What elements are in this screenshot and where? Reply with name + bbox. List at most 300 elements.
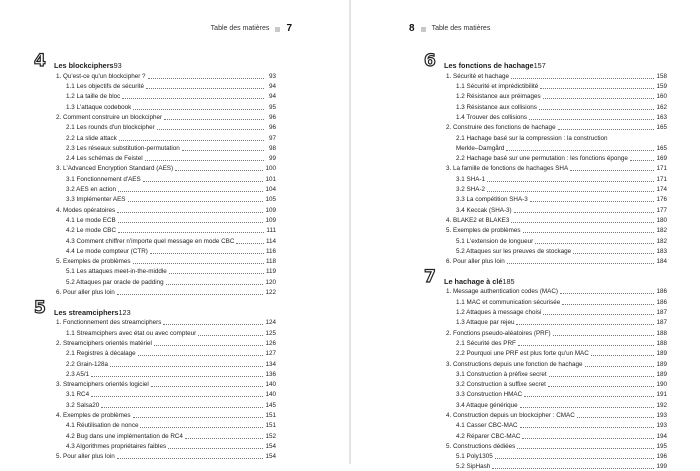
dot-leader [548, 386, 655, 387]
page-number: 160 [656, 93, 667, 101]
entry-title: 2.1 Registres à décalage [66, 350, 136, 358]
entry-title: 5.2 SipHash [456, 463, 491, 471]
dot-leader [523, 232, 655, 233]
toc-entry[interactable] [424, 368, 667, 378]
page-number: 183 [656, 247, 667, 255]
dot-leader [570, 170, 654, 171]
toc-entry[interactable] [424, 420, 667, 430]
toc-entry[interactable] [424, 183, 667, 193]
dot-leader [148, 78, 264, 79]
dot-leader [511, 222, 654, 223]
entry-title: 1. Qu'est-ce qu'un blockcipher ? [56, 72, 146, 80]
chapter-heading[interactable] [424, 52, 667, 70]
page-number: 140 [265, 391, 276, 399]
chapter-title: Les streamciphers [54, 307, 119, 317]
dot-leader [164, 119, 264, 120]
entry-title: 1.1 Streamciphers avec état ou avec compteur [66, 329, 197, 337]
dot-leader [133, 263, 264, 264]
toc-entry[interactable] [34, 91, 276, 101]
toc-entry[interactable] [424, 142, 667, 152]
page-number: 123 [118, 307, 131, 317]
dot-leader [117, 458, 264, 459]
dot-leader [520, 407, 655, 408]
page-number: 127 [265, 350, 276, 358]
chapter-heading[interactable] [424, 268, 667, 286]
entry-title: 3. La famille de fonctions de hachages SHA [446, 165, 569, 173]
toc-entry[interactable] [424, 399, 667, 409]
entry-title: 6. Pour aller plus loin [56, 289, 115, 297]
dot-leader [520, 427, 655, 428]
dot-leader [522, 438, 654, 439]
dot-leader [118, 232, 264, 233]
page-number: 171 [656, 165, 667, 173]
entry-title: 4.2 Le mode CBC [66, 227, 117, 235]
chapter-number: 7 [424, 266, 436, 287]
entry-title: 4. Construction depuis un blockcipher : CMAC [446, 412, 575, 419]
dot-leader [133, 109, 264, 110]
page-number: 163 [656, 113, 667, 121]
page-number: 111 [266, 227, 276, 235]
entry-title: 3.2 SHA-2 [456, 186, 486, 194]
entry-title: 3.2 Construction à suffixe secret [456, 381, 546, 389]
running-head-right [409, 24, 490, 34]
entry-title: 2.1 Hachage basé sur la compression : la construction [456, 134, 608, 142]
dot-leader [133, 417, 264, 418]
entry-title: 5. Pour aller plus loin [56, 453, 115, 461]
dot-leader [151, 386, 264, 387]
toc-entry[interactable] [424, 450, 667, 460]
entry-title: 3.1 RC4 [66, 391, 90, 399]
entry-title: 2.2 Pourquoi une PRF est plus forte qu'un MAC [456, 350, 589, 358]
toc-entry[interactable] [34, 327, 276, 337]
page-number: 154 [265, 453, 276, 461]
entry-title: 1. Message authentication codes (MAC) [446, 288, 559, 296]
toc-entry[interactable] [34, 214, 276, 224]
entry-title: 4. BLAKE2 et BLAKE3 [446, 216, 510, 224]
entry-title: 5.2 Attaques par oracle de padding [66, 278, 164, 286]
page-number: 104 [265, 186, 276, 194]
toc-entry[interactable] [34, 183, 276, 193]
page-number: 187 [656, 319, 667, 327]
toc-entry[interactable] [34, 409, 276, 419]
entry-title: 3.3 La compétition SHA-3 [456, 196, 528, 204]
toc-entry[interactable] [34, 194, 276, 204]
page-number: 125 [265, 329, 276, 337]
page-number: 176 [656, 196, 667, 204]
chapter-title: Le hachage à clé [444, 276, 503, 286]
running-head-left [211, 24, 292, 34]
toc-entry[interactable] [34, 378, 276, 388]
toc-entry[interactable] [424, 286, 667, 296]
dot-leader [518, 345, 655, 346]
dot-leader [549, 376, 655, 377]
entry-title: 2. Fonctions pseudo-aléatoires (PRF) [446, 329, 551, 337]
toc-entry[interactable] [424, 101, 667, 111]
page-number: 94 [268, 93, 276, 101]
page-number: 189 [656, 360, 667, 368]
page-number: 184 [656, 258, 667, 266]
toc-entry[interactable] [34, 430, 276, 440]
chapter-title: Les fonctions de hachage [444, 61, 534, 70]
entry-title: 3.4 Attaque générique [456, 401, 518, 409]
entry-title: 2.2 La slide attack [66, 134, 117, 142]
toc-entry[interactable] [34, 358, 276, 368]
entry-title: 4.2 Réparer CBC-MAC [456, 432, 521, 440]
page-number: 199 [656, 463, 667, 471]
page-number: 192 [656, 401, 667, 409]
dot-leader [630, 160, 655, 161]
page-number: 93 [268, 72, 276, 80]
toc-entry[interactable] [34, 420, 276, 430]
entry-title: 5. Exemples de problèmes [56, 258, 131, 266]
page-number: 151 [265, 422, 276, 430]
page-number: 159 [656, 83, 667, 91]
toc-entry[interactable] [424, 91, 667, 101]
book-gutter [349, 0, 351, 464]
page-number: 126 [265, 339, 276, 347]
entry-title: 6. Pour aller plus loin [446, 258, 505, 266]
dot-leader [166, 284, 264, 285]
dot-leader [487, 191, 654, 192]
dot-leader [110, 366, 263, 367]
entry-title: 4.1 Réutilisation de nonce [66, 422, 139, 430]
dot-leader [154, 345, 264, 346]
dot-leader [118, 222, 264, 223]
entry-title: 4.3 Comment chiffrer n'importe quel message en mode CBC [66, 237, 235, 245]
dot-leader [492, 468, 654, 469]
page-number: 182 [656, 237, 667, 245]
dot-leader [539, 109, 655, 110]
page-number: 193 [656, 422, 667, 430]
dot-leader [143, 181, 264, 182]
toc-entry[interactable] [424, 440, 667, 450]
entry-title: 4.4 Le mode compteur (CTR) [66, 247, 148, 255]
dot-leader [150, 253, 264, 254]
dot-leader [507, 263, 655, 264]
toc-entry[interactable] [424, 235, 667, 245]
page-number: 114 [265, 237, 276, 245]
toc-entry[interactable] [424, 194, 667, 204]
toc-entry[interactable] [424, 80, 667, 90]
dot-leader [535, 243, 654, 244]
toc-entry[interactable] [34, 204, 276, 214]
toc-entry[interactable] [424, 378, 667, 388]
entry-title: 4. Exemples de problèmes [56, 412, 131, 419]
entry-title: 1.2 Résistance aux préimages [456, 93, 541, 101]
entry-title: 5.1 L'extension de longueur [456, 237, 534, 245]
dot-leader [530, 201, 655, 202]
chapter-title: Les blockciphers [54, 61, 114, 70]
toc-entry[interactable] [424, 111, 667, 121]
dot-leader [560, 293, 654, 294]
dot-leader [516, 324, 654, 325]
entry-title: 3. L'Advanced Encryption Standard (AES) [56, 165, 174, 173]
page-number: 196 [656, 453, 667, 461]
entry-title: 3.1 Fonctionnement d'AES [66, 175, 141, 183]
page-number: 119 [265, 268, 276, 276]
page-number: 165 [656, 144, 667, 152]
toc-entry[interactable] [34, 317, 276, 327]
page-number: 145 [265, 401, 276, 409]
toc-entry[interactable] [424, 163, 667, 173]
toc-entry[interactable] [34, 450, 276, 460]
page-number: 187 [656, 309, 667, 317]
page-number: 177 [656, 206, 667, 214]
toc-entry[interactable] [34, 266, 276, 276]
page-number: 109 [265, 216, 276, 224]
dot-leader [577, 417, 655, 418]
chapter-heading[interactable] [34, 52, 276, 70]
toc-entry[interactable] [34, 389, 276, 399]
dot-leader [182, 150, 264, 151]
page-number: 95 [268, 103, 276, 111]
toc-entry[interactable] [424, 255, 667, 265]
dot-leader [157, 129, 264, 130]
page-number: 188 [656, 329, 667, 337]
entry-title: 5. Exemples de problèmes [446, 227, 521, 235]
page-number: 7 [286, 23, 292, 34]
dot-leader [101, 407, 263, 408]
page-number: 116 [265, 247, 276, 255]
entry-title: 2.2 Hachage basé sur une permutation : les fonctions éponge [456, 155, 628, 163]
toc-entry[interactable] [34, 368, 276, 378]
toc-entry[interactable] [34, 286, 276, 296]
page-number: 174 [656, 186, 667, 194]
page-number: 158 [656, 72, 667, 80]
page-number: 190 [656, 381, 667, 389]
entry-title: 4.1 Le mode ECB [66, 216, 116, 224]
entry-title: Merkle–Damgård [456, 144, 505, 152]
page-number: 162 [656, 103, 667, 111]
page-number: 109 [265, 206, 276, 214]
page-number: 122 [265, 289, 276, 297]
chapter-number: 5 [34, 297, 46, 318]
toc-entry[interactable] [34, 142, 276, 152]
page-number: 98 [268, 144, 276, 152]
page-number: 186 [656, 298, 667, 306]
entry-title: 1.3 L'attaque codebook [66, 103, 132, 111]
toc-entry[interactable] [424, 245, 667, 255]
toc-entry[interactable] [34, 245, 276, 255]
entry-title: 4.3 Algorithmes propriétaires faibles [66, 442, 167, 450]
toc-entry[interactable] [34, 173, 276, 183]
toc-right-page [424, 50, 667, 471]
page-number: 193 [656, 412, 667, 419]
entry-title: 4.2 Bug dans une implémentation de RC4 [66, 432, 183, 440]
dot-leader [591, 355, 655, 356]
toc-entry[interactable] [424, 214, 667, 224]
chapter-number: 4 [34, 51, 46, 71]
toc-entry[interactable] [34, 101, 276, 111]
page-number: 165 [656, 124, 667, 132]
toc-entry[interactable] [34, 337, 276, 347]
page-number: 189 [656, 350, 667, 358]
page-number: 134 [265, 360, 276, 368]
entry-title: 2.1 Les rounds d'un blockcipher [66, 124, 155, 132]
dot-leader [146, 88, 264, 89]
entry-title: 3.3 Implémenter AES [66, 196, 126, 204]
page-number: 136 [265, 370, 276, 378]
toc-entry[interactable] [34, 80, 276, 90]
toc-entry[interactable] [34, 440, 276, 450]
entry-title: 2. Comment construire un blockcipher [56, 113, 163, 121]
entry-title: 5.2 Attaques sur les preuves de stockage [456, 247, 572, 255]
page-number: 191 [656, 391, 667, 399]
toc-entry[interactable] [424, 296, 667, 306]
toc-entry[interactable] [424, 327, 667, 337]
entry-title: 2.2 Grain-128a [66, 360, 109, 368]
page-number: 105 [265, 196, 276, 204]
dot-leader [175, 170, 263, 171]
dot-leader [495, 458, 655, 459]
entry-title: 2.1 Sécurité des PRF [456, 339, 516, 347]
toc-entry[interactable] [34, 163, 276, 173]
dot-leader [122, 98, 264, 99]
toc-entry[interactable] [424, 173, 667, 183]
dot-leader [543, 98, 655, 99]
toc-entry[interactable] [34, 70, 276, 80]
dot-leader [236, 243, 264, 244]
page-number: 94 [268, 83, 276, 91]
page-number: 120 [265, 278, 276, 286]
page-number: 151 [265, 412, 276, 419]
page-number: 96 [268, 124, 276, 132]
toc-entry[interactable] [424, 204, 667, 214]
entry-title: 4.1 Casser CBC-MAC [456, 422, 518, 430]
entry-title: 1. Fonctionnement des streamciphers [56, 319, 162, 327]
entry-title: 3. Constructions depuis une fonction de hachage [446, 360, 583, 368]
entry-title: 1.2 La taille de bloc [66, 93, 121, 101]
page-number: 140 [265, 381, 276, 389]
toc-entry[interactable] [34, 224, 276, 234]
page-number: 97 [268, 134, 276, 142]
dot-leader [585, 366, 655, 367]
entry-title: 2. Construire des fonctions de hachage [446, 124, 556, 132]
dot-leader [562, 304, 654, 305]
toc-entry[interactable] [34, 111, 276, 121]
page-number: 194 [656, 432, 667, 440]
page-number: 189 [656, 370, 667, 378]
entry-title: 1.2 Attaques à message choisi [456, 309, 542, 317]
entry-title: 2.3 A5/1 [66, 370, 90, 378]
dot-leader [524, 396, 654, 397]
entry-title: 1.3 Attaque par rejeu [456, 319, 515, 327]
page-number: 101 [265, 175, 276, 183]
toc-entry[interactable] [424, 409, 667, 419]
page-number: 171 [656, 175, 667, 183]
toc-entry[interactable] [34, 347, 276, 357]
dot-leader [553, 335, 655, 336]
toc-left-page [34, 50, 276, 461]
toc-entry[interactable] [424, 337, 667, 347]
dot-leader [529, 119, 654, 120]
dot-leader [145, 160, 264, 161]
dot-leader [128, 201, 264, 202]
toc-entry[interactable] [34, 255, 276, 265]
page-number: 195 [656, 442, 667, 450]
dot-leader [119, 140, 264, 141]
page-number: 186 [656, 288, 667, 296]
toc-entry[interactable] [424, 461, 667, 471]
page-number: 154 [265, 442, 276, 450]
dot-leader [558, 129, 655, 130]
entry-title: 4. Modes opératoires [56, 206, 116, 214]
running-head-title: Table des matières [431, 25, 491, 32]
page-number: 152 [265, 432, 276, 440]
toc-entry[interactable] [424, 317, 667, 327]
page-number: 99 [268, 155, 276, 163]
dot-leader [517, 448, 654, 449]
toc-entry[interactable] [34, 399, 276, 409]
dot-leader [540, 88, 654, 89]
page-number: 185 [502, 276, 515, 286]
page-number: 96 [268, 113, 276, 121]
chapter-number: 6 [424, 51, 436, 71]
entry-title: 3.1 SHA-1 [456, 175, 486, 183]
toc-entry[interactable] [424, 306, 667, 316]
page-number: 118 [265, 258, 276, 266]
toc-entry[interactable] [34, 235, 276, 245]
toc-entry[interactable] [424, 347, 667, 357]
toc-entry[interactable] [424, 430, 667, 440]
entry-title: 1.1 Sécurité et imprédictibilité [456, 83, 539, 91]
dot-leader [117, 294, 264, 295]
entry-title: 3.2 AES en action [66, 186, 117, 194]
entry-title: 3. Streamciphers orientés logiciel [56, 381, 149, 389]
entry-title: 2. Streamciphers orientés matériel [56, 339, 152, 347]
toc-entry[interactable] [34, 132, 276, 142]
dot-leader [168, 448, 263, 449]
toc-entry[interactable] [34, 121, 276, 131]
page-number: 100 [265, 165, 276, 173]
page-number: 188 [656, 339, 667, 347]
entry-title: 1.1 Les objectifs de sécurité [66, 83, 145, 91]
toc-entry[interactable] [34, 152, 276, 162]
toc-entry[interactable] [424, 152, 667, 162]
dot-leader [163, 324, 263, 325]
dot-leader [138, 355, 264, 356]
square-ornament-icon [421, 27, 426, 32]
dot-leader [514, 212, 655, 213]
toc-entry[interactable] [424, 389, 667, 399]
page-number: 8 [409, 23, 415, 34]
toc-entry[interactable] [424, 121, 667, 131]
entry-title: 3.2 Salsa20 [66, 401, 100, 409]
dot-leader [117, 212, 263, 213]
toc-entry[interactable] [34, 276, 276, 286]
dot-leader [118, 191, 263, 192]
dot-leader [169, 273, 264, 274]
page-number: 169 [656, 155, 667, 163]
page-number: 124 [265, 319, 276, 327]
entry-title: 1.4 Trouver des collisions [456, 113, 528, 121]
dot-leader [91, 376, 263, 377]
toc-entry[interactable] [424, 224, 667, 234]
running-head-title: Table des matières [210, 25, 270, 32]
toc-entry[interactable] [424, 132, 667, 142]
dot-leader [543, 314, 654, 315]
entry-title: 2.3 Les réseaux substitution-permutation [66, 144, 180, 152]
page-number: 182 [656, 227, 667, 235]
entry-title: 5.1 Les attaques meet-in-the-middle [66, 268, 167, 276]
dot-leader [185, 438, 264, 439]
entry-title: 1.3 Résistance aux collisions [456, 103, 537, 111]
toc-entry[interactable] [424, 70, 667, 80]
dot-leader [506, 150, 654, 151]
toc-entry[interactable] [424, 358, 667, 368]
chapter-heading[interactable] [34, 299, 276, 317]
dot-leader [487, 181, 654, 182]
